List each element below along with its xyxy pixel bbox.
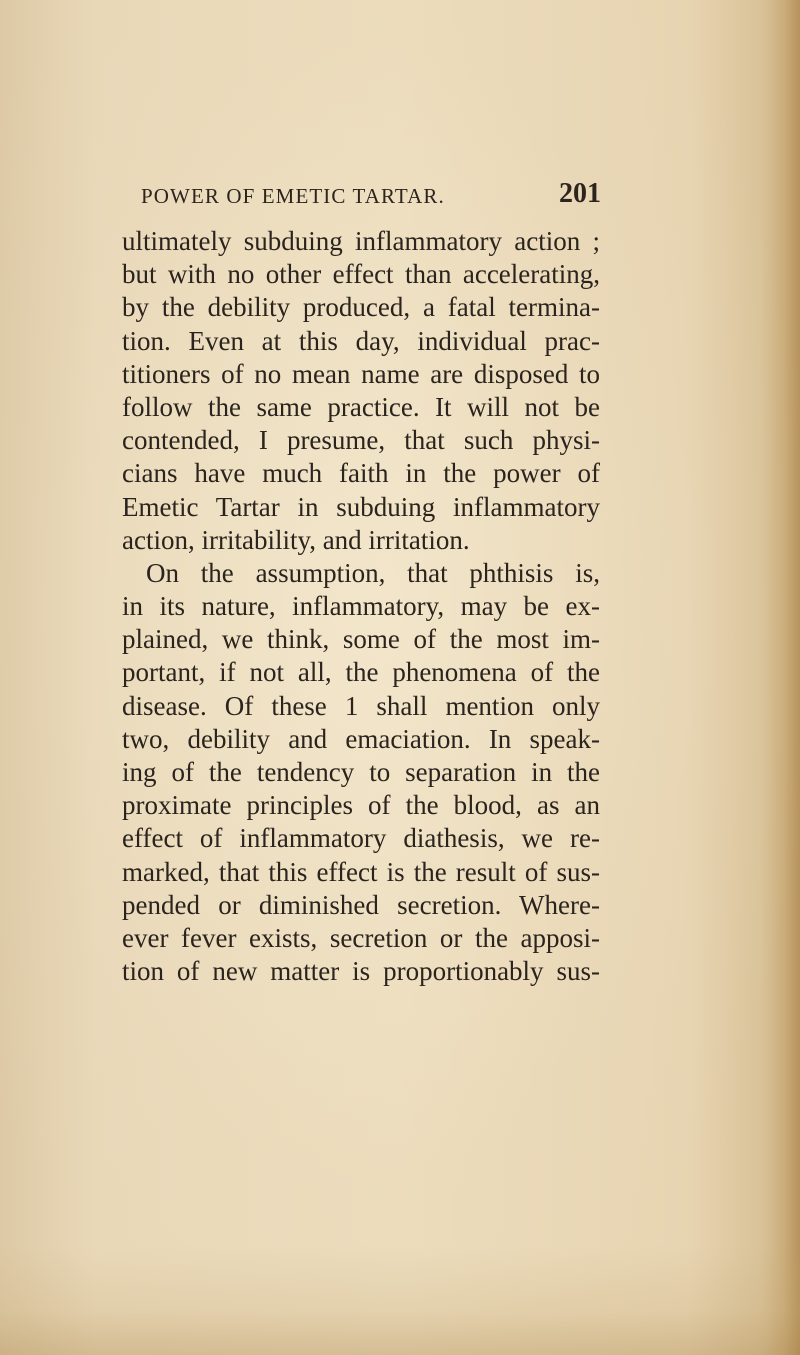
text-line: effect of inflammatory diathesis, we re- xyxy=(122,823,600,854)
text-line: proximate principles of the blood, as an xyxy=(122,790,600,821)
running-head xyxy=(141,178,601,214)
text-line: cians have much faith in the power of xyxy=(122,458,600,489)
text-line: tion. Even at this day, individual prac- xyxy=(122,325,600,356)
text-line: pended or diminished secretion. Where- xyxy=(122,889,600,920)
body-text xyxy=(122,225,600,988)
text-line: ever fever exists, secretion or the apposi- xyxy=(122,922,600,953)
text-line: ing of the tendency to separation in the xyxy=(122,757,600,787)
page-edge-shadow xyxy=(760,0,800,1355)
text-line: On the assumption, that phthisis is, xyxy=(146,557,600,588)
text-line: in its nature, inflammatory, may be ex- xyxy=(122,591,600,622)
text-line: plained, we think, some of the most im- xyxy=(122,624,600,655)
text-line: ultimately subduing inflammatory action ; xyxy=(122,226,600,256)
text-line: Emetic Tartar in subduing inflammatory xyxy=(122,491,600,522)
text-line: but with no other effect than accelerating, xyxy=(122,259,600,290)
text-line: marked, that this effect is the result of sus- xyxy=(122,856,600,887)
page-bottom-shadow xyxy=(0,1245,800,1355)
text-line: follow the same practice. It will not be xyxy=(122,391,600,422)
text-line: by the debility produced, a fatal termina- xyxy=(122,292,600,323)
text-line: two, debility and emaciation. In speak- xyxy=(122,723,600,754)
text-line: disease. Of these 1 shall mention only xyxy=(122,690,600,721)
text-line: tion of new matter is proportionably sus- xyxy=(122,956,600,987)
text-line: action, irritability, and irritation. xyxy=(122,524,470,555)
text-line: titioners of no mean name are disposed to xyxy=(122,358,600,389)
text-line: portant, if not all, the phenomena of the xyxy=(122,657,600,688)
running-title: POWER OF EMETIC TARTAR. xyxy=(141,184,445,208)
page-number: 201 xyxy=(559,178,601,209)
text-line: contended, I presume, that such physi- xyxy=(122,425,600,456)
